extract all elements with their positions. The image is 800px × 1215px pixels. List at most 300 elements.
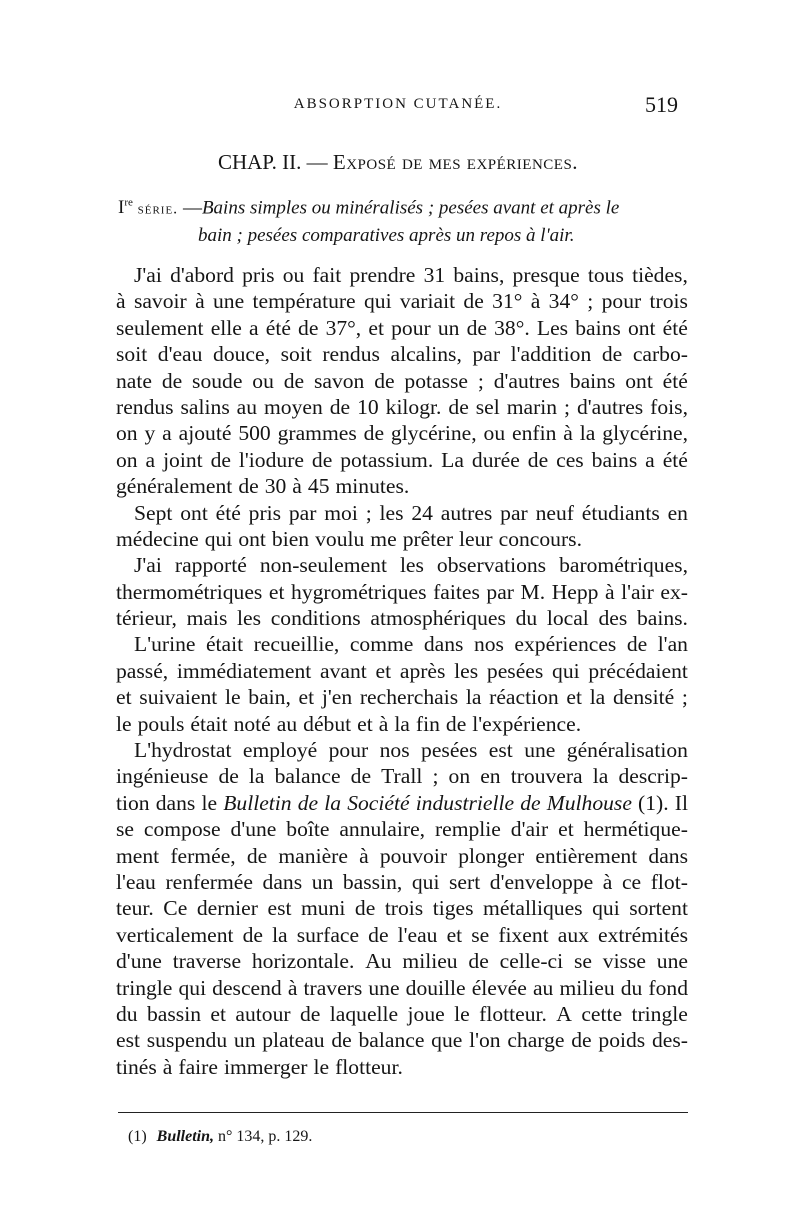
word: ont [238, 526, 266, 551]
word: dernier [196, 896, 258, 921]
word: ou [252, 368, 274, 393]
word: à [359, 843, 369, 868]
word: l'eau [397, 922, 438, 947]
word: les [399, 553, 424, 578]
series-title-line-2: bain ; pesées comparatives après un repos à l'air. [198, 225, 575, 247]
word: et [368, 315, 384, 340]
word: Hepp [551, 579, 599, 604]
word: de [242, 922, 263, 947]
footnote-mark: (1) [128, 1128, 147, 1145]
word: ; [681, 685, 688, 710]
word: d'abord [170, 263, 234, 287]
word: annulaire, [339, 817, 426, 842]
text-line [116, 790, 688, 816]
word: moi [324, 500, 358, 525]
word: a [249, 315, 259, 340]
text-line [116, 315, 688, 341]
word: à [116, 289, 126, 314]
word: 500 [238, 421, 271, 446]
word: a [162, 421, 172, 446]
word: kilogr. [385, 394, 442, 419]
word: ou [483, 421, 506, 446]
word: Mulhouse [546, 790, 632, 815]
word: pour [601, 289, 642, 314]
word: flot- [650, 869, 688, 894]
word: mais [186, 606, 228, 631]
word: 37°, [325, 315, 362, 340]
footnote-reference: n° 134, p. 129. [218, 1128, 313, 1145]
word: recueillie, [253, 632, 340, 657]
word: j'en [321, 685, 353, 710]
word: de [161, 368, 183, 393]
word: bassin, [342, 869, 403, 894]
word: était [205, 632, 244, 657]
word: du [116, 1001, 138, 1026]
word: 31° [492, 289, 523, 314]
word: poids [598, 1028, 646, 1053]
word: comme [349, 632, 414, 657]
word: horizontale. [251, 949, 355, 974]
word: durée [471, 447, 520, 472]
word: au [532, 975, 554, 1000]
chapter-heading [118, 150, 678, 175]
word: balance [358, 1028, 425, 1053]
word: bassin [147, 1001, 201, 1026]
word: qui [411, 869, 440, 894]
word: pouvoir [379, 843, 448, 868]
word: douille [405, 975, 466, 1000]
word: dans [262, 869, 303, 894]
word: de [468, 949, 489, 974]
word: bien [271, 526, 310, 551]
word: ce [621, 869, 642, 894]
word: qui [592, 896, 620, 921]
word: joint [163, 447, 203, 472]
word: laquelle [329, 1001, 399, 1026]
text-line [116, 869, 688, 895]
word: expériences [514, 632, 617, 657]
word: trouvera [510, 764, 583, 789]
word: autres [440, 500, 493, 525]
word: de [527, 447, 549, 472]
word: marin [506, 394, 558, 419]
word: une [368, 975, 400, 1000]
word: de [311, 447, 333, 472]
word: M. [520, 579, 546, 604]
word: fin [415, 711, 440, 736]
word: atmosphériques [370, 606, 506, 631]
word: un [437, 315, 460, 340]
word: ajouté [178, 421, 232, 446]
running-head [118, 92, 678, 120]
word: entièrement [535, 843, 638, 868]
word: réaction [489, 685, 559, 710]
word: carbo- [632, 342, 688, 367]
word: se [116, 817, 134, 842]
word: moyen [264, 394, 323, 419]
word: descend [212, 975, 282, 1000]
word: local [546, 606, 589, 631]
word: rendus [116, 394, 174, 419]
word: le [313, 1054, 330, 1079]
word: se [573, 949, 592, 974]
text-line [116, 843, 688, 869]
word: thermométriques [116, 579, 263, 604]
word: les [237, 606, 262, 631]
word: minutes. [335, 474, 410, 499]
word: 10 [357, 394, 379, 419]
word: de [350, 764, 372, 789]
word: a [645, 447, 655, 472]
text-line [116, 605, 688, 631]
word: dans [423, 632, 464, 657]
word: des- [651, 1028, 688, 1053]
word: et [357, 711, 373, 736]
word: J'ai [134, 553, 162, 578]
word: nos [473, 632, 504, 657]
text-line [116, 895, 688, 921]
word: de [520, 790, 541, 815]
word: début [303, 711, 352, 736]
text-line [116, 1027, 688, 1053]
chapter-title: Exposé de mes expériences. [332, 150, 579, 174]
word: ; [477, 368, 484, 393]
word: immédiatement [176, 658, 312, 683]
word: me [370, 526, 397, 551]
word: salins [180, 394, 230, 419]
series-label: série. [137, 200, 179, 218]
series-number: Ire [118, 197, 133, 219]
word: joue [407, 1001, 445, 1026]
word: bains [575, 315, 621, 340]
word: cette [581, 1001, 623, 1026]
word: tringle [631, 1001, 688, 1026]
chapter-number: CHAP. II. — [217, 150, 328, 174]
word: Société [347, 790, 410, 815]
text-line [116, 684, 688, 710]
word: qui [363, 289, 392, 314]
word: d'enveloppe [489, 869, 594, 894]
word: l'expérience. [472, 711, 582, 736]
word: ont [627, 315, 656, 340]
word: et [375, 658, 392, 683]
word: par [472, 342, 501, 367]
word: ont [180, 500, 208, 525]
word: Il [674, 790, 688, 815]
text-line [116, 579, 688, 605]
word: traverse [172, 949, 242, 974]
word: l'iodure [238, 447, 304, 472]
text-line [116, 711, 688, 737]
word: ont [625, 368, 653, 393]
word: un [311, 869, 334, 894]
word: employé [242, 738, 318, 763]
word: faites [433, 579, 480, 604]
word: passé, [116, 658, 169, 683]
text-line [116, 737, 688, 763]
word: alcalins, [390, 342, 462, 367]
word: pouls [137, 711, 185, 736]
word: celle-ci [499, 949, 564, 974]
text-line [116, 1001, 688, 1027]
word: enfin [512, 421, 557, 446]
word: immerger [223, 1054, 308, 1079]
word: rapporté [174, 553, 247, 578]
word: une [524, 738, 556, 763]
word: la [394, 711, 410, 736]
word: généralement [116, 474, 233, 499]
series-heading-line-1 [118, 190, 678, 222]
word: étudiants [581, 500, 660, 525]
word: l'addition [510, 342, 592, 367]
word: nate [116, 368, 152, 393]
word: de [354, 896, 376, 921]
word: ; [564, 394, 571, 419]
running-title: ABSORPTION CUTANÉE. [293, 96, 503, 112]
word: d'autres [493, 368, 560, 393]
word: non-seulement [259, 553, 387, 578]
word: qui [552, 658, 580, 683]
word: savoir [133, 289, 187, 314]
word: était [190, 711, 228, 736]
word: recherchais [359, 685, 459, 710]
word: de [448, 394, 469, 419]
word: renfermée [165, 869, 253, 894]
word: ; [365, 500, 372, 525]
word: tinés [116, 1054, 157, 1079]
word: teur. [116, 896, 154, 921]
word: ex- [660, 579, 688, 604]
word: à [378, 711, 389, 736]
word: elle [210, 315, 242, 340]
word: par [288, 500, 317, 525]
word: le [454, 1001, 470, 1026]
word: de [246, 843, 268, 868]
series-title-line-1: Bains simples ou minéralisés ; pesées avant et après le [201, 197, 620, 219]
word: bains. [636, 606, 688, 631]
text-line [116, 1054, 688, 1080]
word: dans [648, 843, 688, 868]
word: une [213, 289, 245, 314]
word: ; [587, 289, 594, 314]
word: fond [648, 975, 688, 1000]
word: soit [116, 342, 148, 367]
word: à [287, 975, 298, 1000]
word: bain, [248, 685, 291, 710]
word: Au [365, 949, 392, 974]
word: la [324, 790, 342, 815]
word: la [248, 764, 265, 789]
word: grammes [277, 421, 357, 446]
word: soit [280, 342, 312, 367]
word: le [201, 790, 218, 815]
word: et [446, 922, 463, 947]
word: se [471, 922, 490, 947]
word: à [162, 1054, 173, 1079]
word: l'air [621, 579, 654, 604]
word: (1). [638, 790, 669, 815]
word: descrip- [618, 764, 688, 789]
body-text [116, 262, 688, 1080]
word: Sept [134, 500, 173, 525]
word: nos [379, 738, 410, 763]
word: de [238, 474, 259, 499]
footnote-title: Bulletin, [156, 1128, 215, 1145]
word: compose [143, 817, 221, 842]
word: métalliques [483, 896, 583, 921]
word: pris [248, 500, 282, 525]
word: savon [313, 368, 365, 393]
word: la [592, 764, 609, 789]
word: été [215, 500, 241, 525]
text-line [116, 368, 688, 394]
word: été [662, 368, 688, 393]
text-line [116, 262, 688, 288]
word: industrielle [415, 790, 515, 815]
word: rendus [322, 342, 380, 367]
word: on [116, 421, 138, 446]
text-line [116, 975, 688, 1001]
footnote-rule [118, 1112, 688, 1113]
word: précédaient [588, 658, 688, 683]
page-number: 519 [645, 92, 678, 117]
word: milieu [559, 975, 615, 1000]
series-dash: — [182, 197, 202, 219]
word: l'eau [116, 869, 156, 894]
word: glycérine, [390, 421, 477, 446]
word: que [431, 1028, 463, 1053]
word: aux [557, 922, 589, 947]
word: à [530, 289, 541, 314]
word: de [299, 1001, 321, 1026]
text-line [116, 473, 688, 499]
word: autour [235, 1001, 291, 1026]
word: d'une [116, 949, 162, 974]
word: tringle [116, 975, 173, 1000]
word: prendre [349, 263, 416, 287]
word: fixent [498, 922, 549, 947]
word: en [480, 764, 501, 789]
word: térieur, [116, 606, 177, 631]
word: par [500, 500, 528, 525]
word: d'autres [576, 394, 644, 419]
word: de [601, 342, 623, 367]
text-line [116, 500, 688, 526]
word: boîte [286, 817, 330, 842]
word: barométriques, [559, 553, 688, 578]
word: tièdes, [632, 263, 688, 287]
word: verticalement [116, 922, 234, 947]
word: des [598, 606, 628, 631]
word: de [363, 421, 385, 446]
word: et [298, 685, 315, 710]
word: a [145, 447, 156, 472]
word: l'on [469, 1028, 501, 1053]
word: d'une [230, 817, 277, 842]
word: potasse [404, 368, 468, 393]
word: une [656, 949, 688, 974]
text-line [116, 288, 688, 314]
word: tous [587, 263, 624, 287]
text-line [116, 420, 688, 446]
word: fait [312, 263, 342, 287]
word: médecine [116, 526, 199, 551]
word: 30 [264, 474, 287, 499]
text-line [116, 816, 688, 842]
word: Trall [381, 764, 423, 789]
word: d'eau [157, 342, 203, 367]
word: faire [178, 1054, 218, 1079]
word: flotteur. [479, 1001, 547, 1026]
word: sortent [629, 896, 688, 921]
word: est [116, 1028, 140, 1053]
word: suivaient [139, 685, 218, 710]
word: hermétique- [583, 817, 688, 842]
word: ou [282, 263, 305, 287]
word: la [272, 922, 288, 947]
word: on [116, 447, 138, 472]
word: qui [178, 975, 207, 1000]
word: sel [475, 394, 500, 419]
word: le [224, 685, 241, 710]
word: pris [242, 263, 275, 287]
word: surface [296, 922, 360, 947]
word: neuf [535, 500, 574, 525]
text-line [116, 341, 688, 367]
word: et [210, 1001, 226, 1026]
series-heading [118, 190, 678, 249]
word: douce, [213, 342, 270, 367]
word: A [556, 1001, 572, 1026]
word: fermée, [170, 843, 236, 868]
word: conditions [270, 606, 361, 631]
word: la [579, 421, 596, 446]
word: y [144, 421, 156, 446]
word: plonger [458, 843, 525, 868]
word: été [662, 447, 688, 472]
word: pour [328, 738, 369, 763]
word: est [488, 738, 513, 763]
word: la [465, 685, 482, 710]
word: de [329, 394, 351, 419]
word: les [379, 500, 404, 525]
word: manière [278, 843, 348, 868]
word: est [267, 896, 292, 921]
word: de [210, 447, 231, 472]
text-line [116, 447, 688, 473]
word: à [563, 421, 573, 446]
word: de [463, 289, 484, 314]
word: à [292, 474, 302, 499]
word: 34° [548, 289, 579, 314]
word: muni [301, 896, 346, 921]
word: J'ai [134, 263, 162, 287]
series-heading-line-2 [118, 222, 678, 249]
word: par [486, 579, 514, 604]
word: ces [556, 447, 584, 472]
word: voulu [315, 526, 365, 551]
word: concours. [498, 526, 582, 551]
word: visse [602, 949, 646, 974]
word: potassium. [340, 447, 434, 472]
word: L'hydrostat [134, 738, 232, 763]
word: au [236, 394, 258, 419]
word: à [605, 579, 615, 604]
word: plateau [262, 1028, 325, 1053]
word: en [667, 500, 688, 525]
word: hygrométriques [291, 579, 427, 604]
text-line [116, 552, 688, 578]
